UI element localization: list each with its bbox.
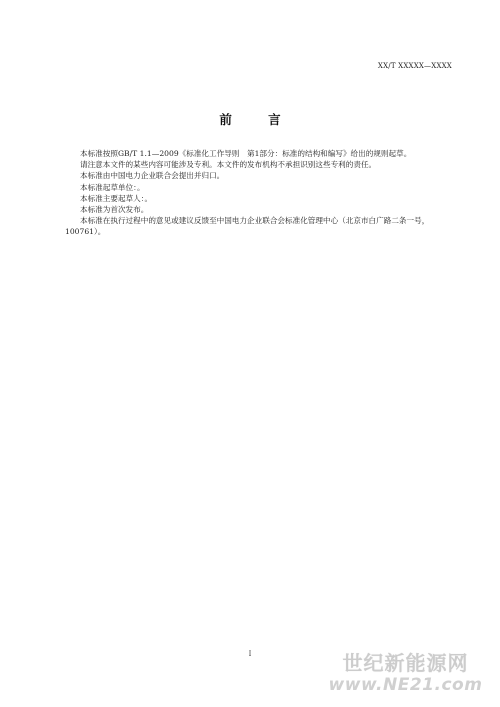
page-number: I: [248, 650, 252, 658]
foreword-body: [65, 148, 457, 238]
paragraph-drafting-rules: 本标准按照GB/T 1.1—2009《标准化工作导则 第1部分：标准的结构和编写》给出的规则起草。: [80, 149, 412, 158]
document-code: XX/T XXXXX—XXXX: [377, 62, 452, 70]
watermark-url: www.NE21.com: [328, 675, 483, 695]
paragraph-feedback: 本标准在执行过程中的意见或建议反馈至中国电力企业联合会标准化管理中心（北京市白广路二条一号，100761）。: [65, 216, 430, 237]
paragraph-drafting-units: 本标准起草单位：。: [80, 182, 145, 192]
watermark-text: 世纪新能源网: [342, 651, 469, 675]
paragraph-proposer: 本标准由中国电力企业联合会提出并归口。: [80, 171, 225, 181]
section-title: 前 言: [219, 112, 297, 127]
watermark-logo: [323, 651, 488, 695]
paragraph-patent-notice: 请注意本文件的某些内容可能涉及专利。本文件的发布机构不承担识别这些专利的责任。: [80, 160, 377, 170]
paragraph-drafters: 本标准主要起草人：。: [80, 193, 153, 203]
paragraph-first-release: 本标准为首次发布。: [80, 205, 149, 215]
